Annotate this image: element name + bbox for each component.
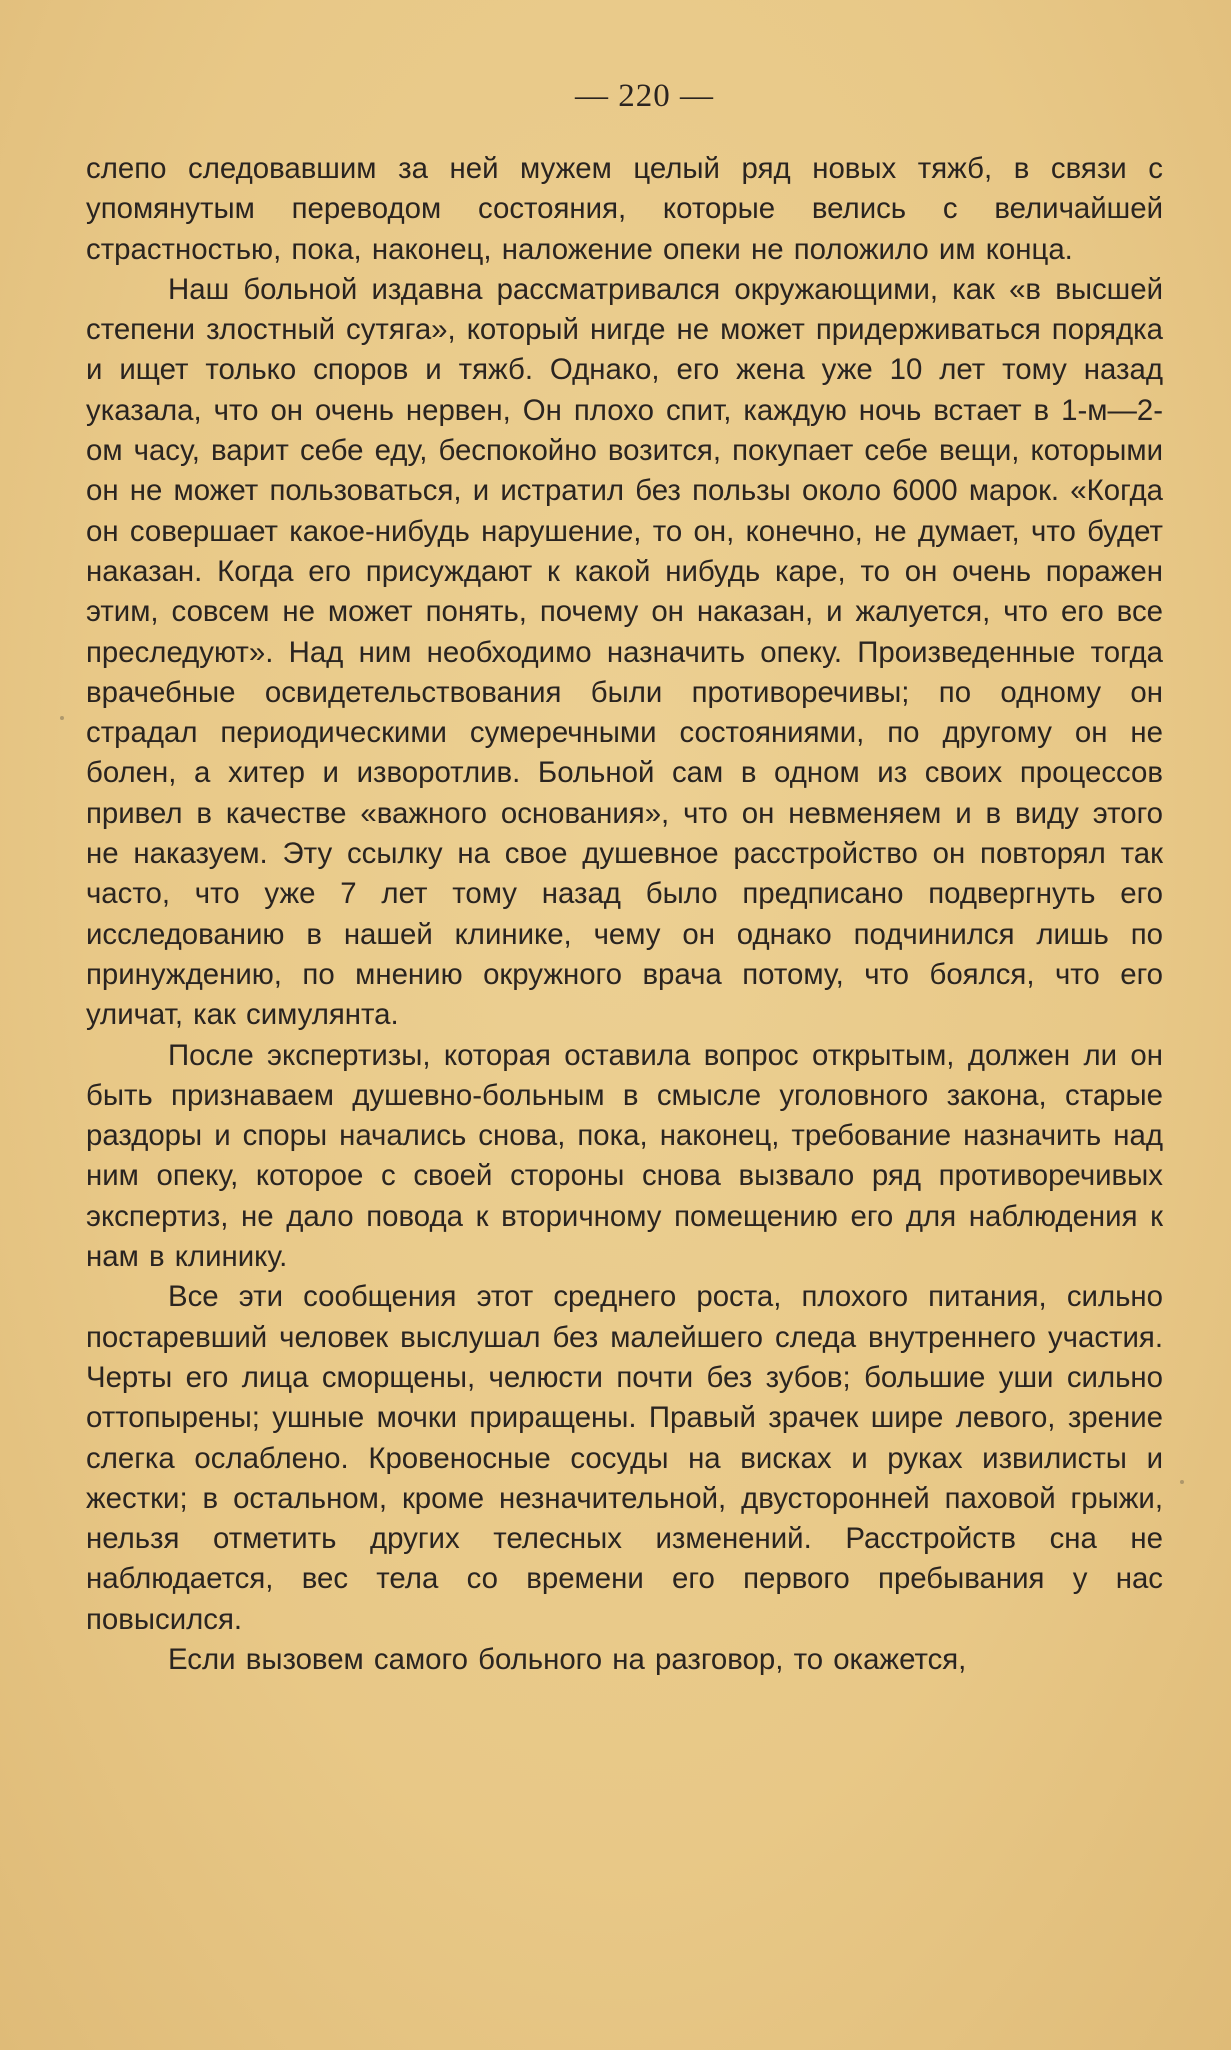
paragraph-4: Все эти сообщения этот среднего роста, плохого питания, сильно постаревший человек выслушал без малейшего следа внутреннего участия. Черты его лица сморщены, челюсти почти без зубов; большие уши сильно оттопырены; ушные мочки приращены. Правый зрачек шире левого, зрение слегка ослаблено. Кровеносные сосуды на висках и руках извилисты и жестки; в остальном, кроме незначительной, двусторонней паховой грыжи, нельзя отметить других телесных изменений. Расстройств сна не наблюдается, вес тела со времени его первого пребывания у нас повысился. [86, 1280, 1163, 1636]
paper-speck [60, 716, 64, 720]
page-number: — 220 — [575, 78, 714, 114]
paragraph-2: Наш больной издавна рассматривался окружающими, как «в высшей степени злостный сутяга», который нигде не может придерживаться порядка и ищет только споров и тяжб. Однако, его жена уже 10 лет тому назад указала, что он очень нервен, Он плохо спит, каждую ночь встает в 1-м—2-ом часу, варит себе еду, беспокойно возится, покупает себе вещи, которыми он не может пользоваться, и истратил без пользы около 6000 марок. «Когда он совершает какое-нибудь нарушение, то он, конечно, не думает, что будет наказан. Когда его присуждают к какой нибудь каре, то он очень поражен этим, совсем не может понять, почему он наказан, и жалуется, что его все преследуют». Над ним необходимо назначить опеку. Произведенные тогда врачебные освидетельствования были противоречивы; по одному он страдал периодическими сумеречными состояниями, по другому он не болен, а хитер и изворотлив. Больной сам в одном из своих процессов привел в качестве «важного основания», что он невменяем и в виду этого не наказуем. Эту ссылку на свое душевное расстройство он повторял так часто, что уже 7 лет тому назад было предписано подвергнуть его исследованию в нашей клинике, чему он однако подчинился лишь по принуждению, по мнению окружного врача потому, что боялся, что его уличат, как симулянта. [86, 272, 1163, 1032]
paragraph-1: слепо следовавшим за ней мужем целый ряд новых тяжб, в связи с упомянутым переводом состояния, которые велись с величайшей страстностью, пока, наконец, наложение опеки не положило им конца. [86, 152, 1163, 266]
paragraph-5: Если вызовем самого больного на разговор, то окажется, [168, 1642, 967, 1676]
paragraph-3: После экспертизы, которая оставила вопрос открытым, должен ли он быть признаваем душевно-больным в смысле уголовного закона, старые раздоры и споры начались снова, пока, наконец, требование назначить над ним опеку, которое с своей стороны снова вызвало ряд противоречивых экспертиз, не дало повода к вторичному помещению его для наблюдения к нам в клинику. [86, 1038, 1163, 1274]
paper-speck [1180, 1480, 1184, 1484]
